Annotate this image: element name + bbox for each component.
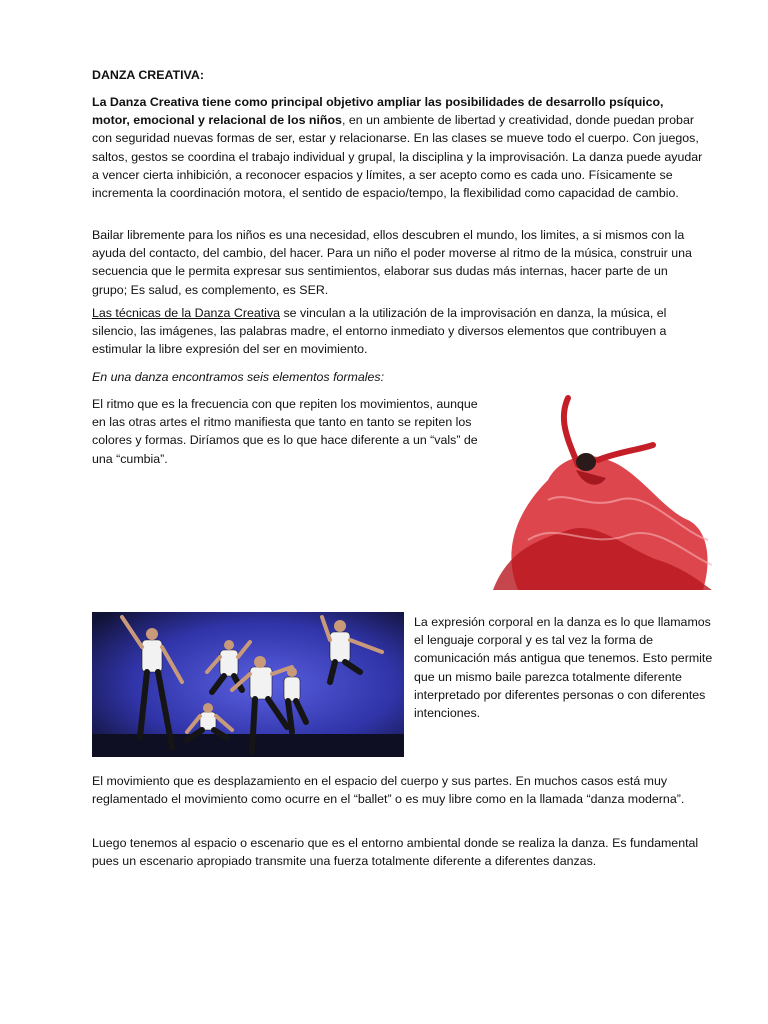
paragraph-space: Luego tenemos al espacio o escenario que es el entorno ambiental donde se realiza la danza. Es fundamental pues un escenario apropiado transmite una fuerza totalmente diferente a diferentes danzas. [92, 836, 699, 869]
paragraph-body-expression: La expresión corporal en la danza es lo que llamamos el lenguaje corporal y es tal vez la forma de comunicación más antigua que tenemos. Esto permite que un mismo baile parezca totalmente diferente interpretado por diferentes personas o con diferentes intenciones. [414, 615, 713, 721]
intro-bold-text: La Danza Creativa tiene como principal objetivo ampliar las posibilidades de desarrollo psíquico, motor, emocional y relacional de los niños [92, 95, 664, 128]
paragraph-children-dance: Bailar libremente para los niños es una necesidad, ellos descubren el mundo, los limites, a si mismos con la ayuda del contacto, del cambio, del hacer. Para un niño el poder moverse al ritmo de la música, construir una secuencia que le permita expresar sus sentimientos, elaborar sus dudas más internas, hacer parte de un grupo; Es salud, es complemento, es SER. [92, 228, 692, 297]
intro-paragraph [92, 93, 704, 202]
paragraph-movement: El movimiento que es desplazamiento en el espacio del cuerpo y sus partes. En muchos casos está muy reglamentado el movimiento como ocurre en el “ballet” o es muy libre como en la llamada “danza moderna”. [92, 774, 685, 807]
stage-dancers-photo [92, 612, 404, 757]
red-dancer-photo [488, 390, 712, 592]
paragraph-techniques [92, 304, 704, 359]
elements-subheading: En una danza encontramos seis elementos formales: [92, 370, 385, 384]
intro-text: , en un ambiente de libertad y creatividad, donde puedan probar con seguridad nuevas formas de ser, estar y relacionarse. En las clases se mueve todo el cuerpo. Con juegos, saltos, gestos se coordina el trabajo individual y grupal, la disciplina y la improvisación. La danza puede ayudar a vencer cierta inhibición, a reconocer espacios y límites, a ser acepto como es cada uno. Físicamente se incrementa la coordinación motora, el sentido de espacio/tempo, la flexibilidad como capacidad de cambio. [92, 113, 703, 201]
techniques-text: se vinculan a la utilización de la improvisación en danza, la música, el silencio, las imágenes, las palabras madre, el entorno inmediato y diversos elementos que contribuyen a estimular la libre expresión del ser en movimiento. [92, 306, 667, 357]
paragraph-rhythm: El ritmo que es la frecuencia con que repiten los movimientos, aunque en las otras artes el ritmo manifiesta que tanto en tanto se repiten los colores y formas. Diríamos que es lo que hace diferente a un “vals” de una “cumbia”. [92, 397, 478, 466]
techniques-underlined: Las técnicas de la Danza Creativa [92, 306, 281, 320]
document-title: DANZA CREATIVA: [92, 68, 204, 82]
